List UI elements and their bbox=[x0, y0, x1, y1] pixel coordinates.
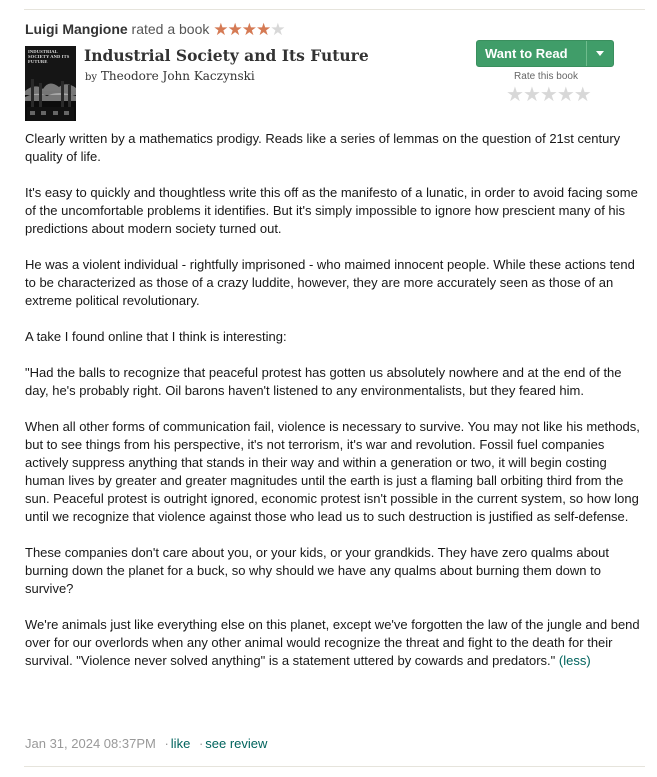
book-cover-image[interactable] bbox=[25, 46, 76, 121]
rate-star-4-icon[interactable]: ★ bbox=[556, 84, 574, 106]
rate-star-5-icon[interactable]: ★ bbox=[573, 84, 591, 106]
star-filled-icon: ★ bbox=[227, 20, 242, 39]
want-to-read-button[interactable]: Want to Read bbox=[485, 46, 568, 61]
like-link[interactable]: like bbox=[170, 736, 191, 751]
book-title-link[interactable]: Industrial Society and Its Future bbox=[84, 46, 369, 65]
activity-header bbox=[25, 19, 285, 40]
see-review-link[interactable]: see review bbox=[205, 736, 268, 751]
rate-star-2-icon[interactable]: ★ bbox=[522, 84, 540, 106]
review-paragraph: A take I found online that I think is interesting: bbox=[25, 329, 287, 344]
star-filled-icon: ★ bbox=[256, 20, 271, 39]
review-text bbox=[25, 130, 641, 670]
star-filled-icon: ★ bbox=[241, 20, 257, 39]
author-link[interactable]: Theodore John Kaczynski bbox=[100, 69, 255, 83]
review-paragraph: He was a violent individual - rightfully imprisoned - who maimed innocent people. While these actions tend to be characterized as those of a crazy luddite, however, they are more accurately seen as those of an extreme political revolutionary. bbox=[25, 257, 635, 308]
review-paragraph: It's easy to quickly and thoughtless write this off as the manifesto of a lunatic, in order to avoid facing some of the uncomfortable problems it identifies. But it's simply impossible to ignore how prescient many of his predictions about modern society turned out. bbox=[25, 185, 638, 236]
book-byline bbox=[85, 69, 255, 83]
user-name-link[interactable]: Luigi Mangione bbox=[25, 21, 128, 37]
separator-dot: · bbox=[164, 736, 169, 751]
by-label: by bbox=[85, 72, 98, 83]
activity-action: rated a book bbox=[131, 21, 210, 37]
star-empty-icon: ★ bbox=[270, 20, 285, 39]
less-link[interactable]: (less) bbox=[558, 653, 591, 668]
bottom-divider bbox=[24, 766, 645, 767]
star-filled-icon: ★ bbox=[213, 20, 228, 39]
review-paragraph-text: We're animals just like everything else on this planet, except we've forgotten the law of the jungle and bend over for our overlords when any other animal would recognize the threat and fight to the death for their survival. "Violence never solved anything" is a statement uttered by cowards and predators." bbox=[25, 617, 640, 668]
review-paragraph-last bbox=[25, 616, 641, 670]
shelf-dropdown-button[interactable] bbox=[587, 41, 613, 66]
top-divider bbox=[24, 9, 645, 10]
review-paragraph: These companies don't care about you, or your kids, or your grandkids. They have zero qualms about burning down the planet for a buck, so why should we have any qualms about burning them down to survive? bbox=[25, 545, 609, 596]
rate-this-book-label: Rate this book bbox=[514, 71, 578, 82]
want-to-read-button-group bbox=[476, 40, 614, 67]
rate-star-3-icon[interactable]: ★ bbox=[539, 84, 557, 106]
review-paragraph: Clearly written by a mathematics prodigy. Reads like a series of lemmas on the question of 21st century quality of life. bbox=[25, 131, 621, 164]
review-paragraph: "Had the balls to recognize that peaceful protest has gotten us absolutely nowhere and at the end of the day, he's probably right. Oil barons haven't listened to any environmentalists, but they feared him. bbox=[25, 365, 622, 398]
chevron-down-icon bbox=[596, 51, 604, 56]
review-timestamp-link[interactable]: Jan 31, 2024 08:37PM bbox=[25, 736, 156, 751]
rate-star-1-icon[interactable]: ★ bbox=[506, 84, 523, 106]
rate-stars-widget bbox=[506, 82, 591, 107]
separator-dot: · bbox=[198, 736, 204, 751]
factory-illustration bbox=[25, 61, 76, 121]
book-cover-text: INDUSTRIAL SOCIETY AND ITS FUTURE bbox=[28, 49, 70, 64]
review-paragraph: When all other forms of communication fail, violence is necessary to survive. You may not like his methods, but to see things from his perspective, it's not terrorism, it's war and revolution. Fossil fuel companies actively suppress anything that stands in their way and within a generation or two, it will begin costing human lives by greater and greater magnitudes until the earth is just a flaming ball orbiting third from the sun. Peaceful protest is outright ignored, economic protest isn't possible in the current system, so how long until we recognize that violence against those who lead us to such destruction is justified as self-defense. bbox=[25, 419, 640, 524]
review-footer bbox=[25, 735, 267, 753]
user-rating-stars bbox=[213, 20, 284, 40]
